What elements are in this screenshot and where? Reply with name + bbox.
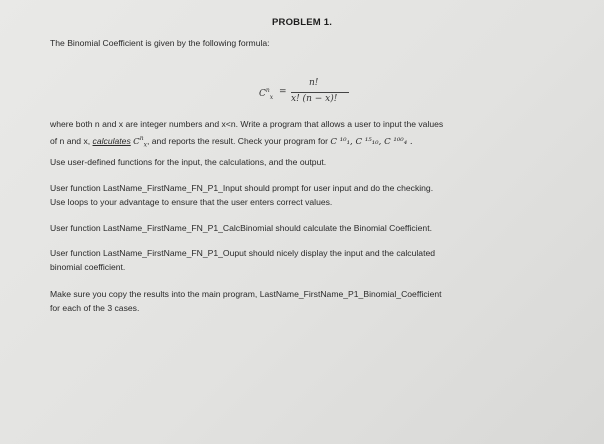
binomial-formula (255, 78, 365, 112)
inline-coefficient: $C^n_x$ (133, 135, 147, 149)
formula-lhs: $C^n_x$ (259, 87, 274, 101)
paragraph-1-line-1: where both n and x are integer numbers and x<n. Write a program that allows a user to input the values (50, 119, 444, 129)
intro-text: The Binomial Coefficient is given by the following formula: (50, 38, 270, 48)
paragraph-2: Use user-defined functions for the input, the calculations, and the output. (50, 157, 327, 167)
formula-equals: = (279, 87, 287, 97)
fraction-bar (291, 92, 349, 93)
test-cases: C ¹⁰₁, C ¹⁵₁₀, C ¹⁰⁰₄ . (330, 136, 413, 147)
problem-title: PROBLEM 1. (271, 17, 333, 28)
paragraph-6-line-2: for each of the 3 cases. (50, 303, 140, 313)
formula-denominator: x! (n − x)! (291, 94, 338, 104)
calculates-word: calculates (92, 135, 131, 146)
formula-numerator: n! (309, 78, 319, 88)
paragraph-1-line-2: of n and x, calculates $C^n_x$, and reports the result. Check your program for C ¹⁰₁, C ¹⁵₁₀, C ¹⁰⁰₄ . (50, 135, 413, 149)
paragraph-3-line-2: Use loops to your advantage to ensure that the user enters correct values. (50, 197, 333, 207)
paragraph-5-line-2: binomial coefficient. (50, 262, 126, 272)
paragraph-6-line-1: Make sure you copy the results into the main program, LastName_FirstName_P1_Binomial_Coefficient (50, 289, 442, 299)
paragraph-3-line-1: User function LastName_FirstName_FN_P1_Input should prompt for user input and do the checking. (50, 183, 434, 193)
paragraph-4: User function LastName_FirstName_FN_P1_CalcBinomial should calculate the Binomial Coefficient. (50, 223, 432, 233)
paragraph-5-line-1: User function LastName_FirstName_FN_P1_Ouput should nicely display the input and the calculated (50, 248, 436, 258)
